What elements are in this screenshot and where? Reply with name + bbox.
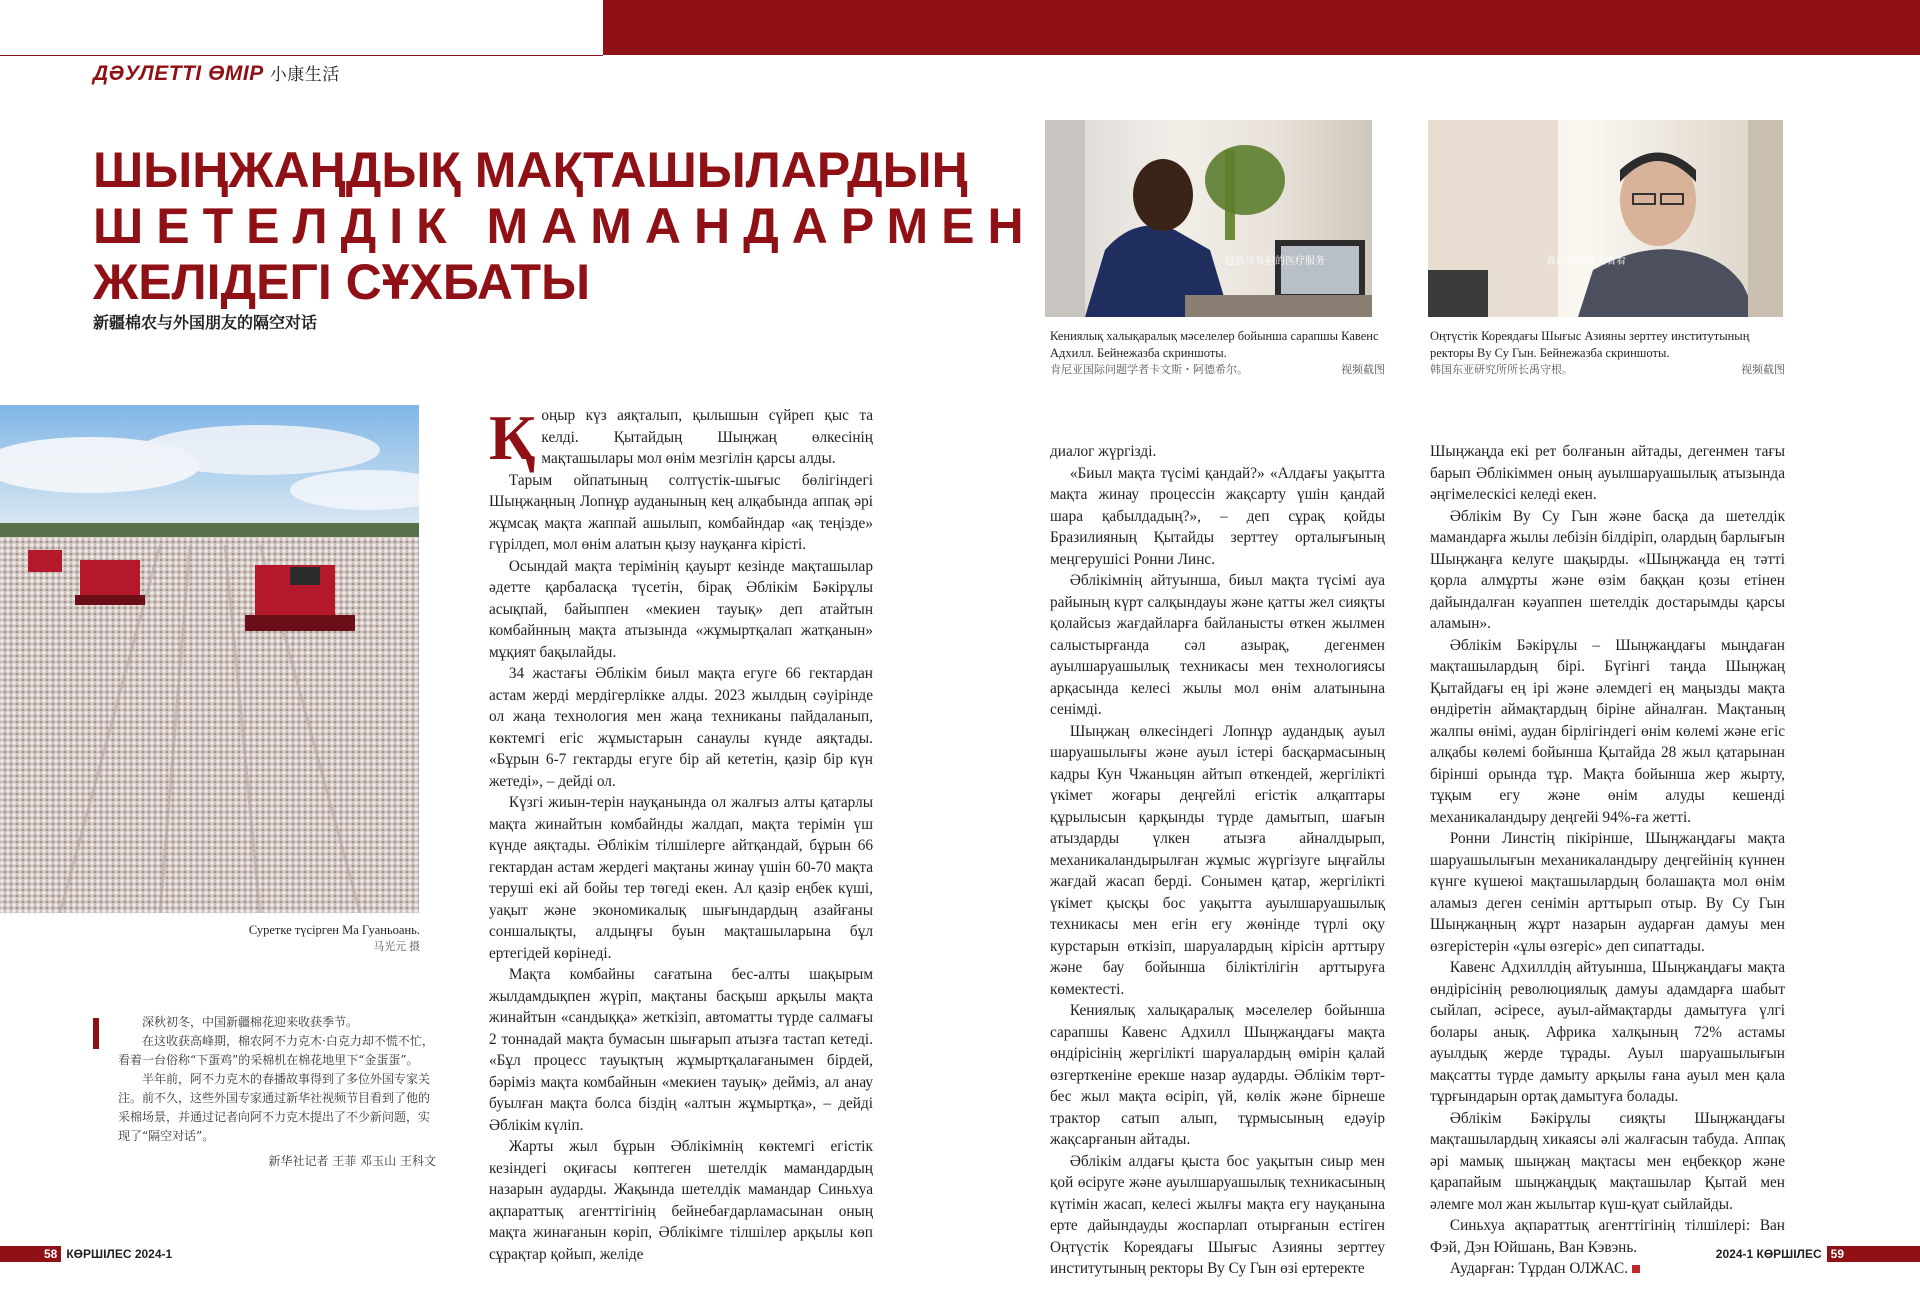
video-subtitle-2: 真的很想再去看看 [1546, 256, 1626, 267]
drop-cap: Қ [489, 402, 536, 473]
cotton-harvest-photo [0, 405, 419, 913]
photo-caption-1-source: 视频截图 [1341, 364, 1385, 376]
photo-caption-2-cn: 韩国东亚研究所所长禹守根。 [1430, 364, 1573, 376]
cotton-photo-credit-cn: 马光元 摄 [373, 941, 420, 953]
video-screenshot-kavens-adhill [1045, 120, 1372, 317]
photo-caption-1 [1050, 328, 1385, 379]
body-paragraph: «Биыл мақта түсімі қандай?» «Алдағы уақытта мақта жинау процессін жақсарту үшін қандай шара қабылдадың?», – деп сұрақ қойды Бразилияның Қытайды зерттеу орталығының меңгерушісі Ронни Линс. [1050, 464, 1385, 568]
article-column-2 [1050, 441, 1385, 1280]
body-paragraph: Синьхуа ақпараттық агенттігінің тілшілері: Ван Фэй, Дэн Юйшань, Ван Кэвэнь. [1430, 1217, 1785, 1256]
footer-left [0, 1246, 177, 1262]
section-name-cn: 小康生活 [269, 65, 340, 84]
magazine-name-right: 2024-1 КӨРШІЛЕС [1715, 1247, 1822, 1261]
title-line-3: ЖЕЛІДЕГІ СҰХБАТЫ [93, 254, 591, 310]
summary-credit: 新华社记者 王菲 邓玉山 王科文 [268, 1154, 436, 1168]
body-paragraph-text: оңыр күз аяқталып, қылышын сүйреп қыс та келді. Қытайдың Шыңжаң өлкесінің мақташылары мол өнім мезгілін қарсы алды. [541, 407, 873, 467]
summary-marker [93, 1018, 99, 1049]
end-mark-icon [1632, 1265, 1640, 1273]
photo-caption-1-cn: 肯尼亚国际问题学者卡文斯・阿德希尔。 [1050, 364, 1248, 376]
body-paragraph: диалог жүргізді. [1050, 443, 1157, 460]
body-paragraph: Осындай мақта терімінің қауырт кезінде мақташылар әдетте қарбаласқа түсетін, бірақ Әблікім Бәкірұлы асықпай, байыппен «мекиен тауық» деп атайтын комбайнның мақта атызында «жұмыртқалап жатқанын» мұқият бақылайды. [489, 557, 873, 661]
body-paragraph: Әблікім Ву Су Гын және басқа да шетелдік мамандарға жылы лебізін білдіріп, олардың барлығын Шыңжаңға келуге шақырды. «Шыңжаңда ең тәтті қорла алмұрты және өзім баққан қозы етінен дайындалған кәуаппен шетелдік достарымды қарсы аламын». [1430, 507, 1785, 632]
body-paragraph: Кениялық халықаралық мәселелер бойынша сарапшы Кавенс Адхилл Шыңжаңдағы мақта өндірісінің жергілікті шаруалардың өмірін қалай өзгерткенінe ерекше назар аударды. Әблікім төрт-бес жыл мақта өсіріп, үй, көлік және бірнеше трактор сатып алып, тұрмысының едәуір жақсарғанын айтады. [1050, 1002, 1385, 1148]
body-paragraph: Мақта комбайны сағатына бес-алты шақырым жылдамдықпен жүріп, мақтаны басқыш арқылы мақта жинайтын «сандыққа» жеткізіп, автоматты түрде салмағы 2 тоннадай мақта бумасын шығарып атызға тастап кетеді. «Бұл процесс тауықтың жұмыртқалағанымен бірдей, бәріміз мақта комбайнын «мекиен тауық» дейміз, ал анау буылған мақта болса біздің «алтын жұмыртқа», – дейді Әблікім күліп. [489, 966, 873, 1134]
title-line-1: ШЫҢЖАҢДЫҚ МАҚТАШЫЛАРДЫҢ [93, 142, 968, 198]
article-column-3 [1430, 441, 1785, 1280]
article-column-1 [489, 402, 873, 1265]
section-name: ДӘУЛЕТТІ ӨМІР [93, 62, 264, 85]
body-paragraph: Әблікім алдағы қыста бос уақытын сиыр мен қой өсіруге және ауылшаруашылық техникасының күтімін жасап, келесі жылғы мақта егу науқанына ерте дайындауды жоспарлап отырғанын естіген Оңтүстік Кореядағы Шығыс Азияны зерттеу институтының ректоры Ву Су Гын өзі ертеректе [1050, 1152, 1385, 1277]
cotton-field-illustration [0, 405, 419, 913]
body-paragraph: Жарты жыл бұрын Әблікімнің көктемгі егістік кезіндегі оқиғасы көптеген шетелдік мамандардың назарын аударды. Жақында шетелдік мамандар Синьхуа ақпараттық агенттігінің бейнебағдарламасынан оның мақта жинағанын көріп, Әблікімге тілшілер арқылы көп сұрақтар қойып, желіде [489, 1138, 873, 1263]
body-paragraph: Күзгі жиын-терін науқанында ол жалғыз алты қатарлы мақта жинайтын комбайнды жалдап, мақта терімін үш күнде аяқтады. Әблікім тілшілерге айтқандай, бұрын 66 гектардан астам жердегі мақтаны жинау үшін 60-70 мақта теруші екі ай бойы тер төгеді екен. Ал қазір еңбек күші, уақыт және экономикалық шығындардың азайғаны соншалықты, алдыңғы буын мақташыларына бұл ертегідей көрінеді. [489, 794, 873, 962]
translator-credit: Аударған: Тұрдан ОЛЖАС. [1449, 1260, 1629, 1277]
body-paragraph: Ронни Линстің пікірінше, Шыңжаңдағы мақта шаруашылығын механикаландыру деңгейінің күннен күнге күшеюі мақташылардың болашақта мол өнім аламыз деген сенімін арттырып отыр. Ву Су Гын Шыңжаңның жұрт назарын аударған дамуы мен өзгерістерін «ұлы өзгеріс» деп сипаттады. [1430, 830, 1785, 955]
body-paragraph: Әблікімнің айтуынша, биыл мақта түсімі ауа райының күрт салқындауы және қатты жел сияқты қолайсыз жағдайларға байланысты өткен жылмен салыстырғанда сәл азырақ, дегенмен ауылшаруашылық техникасы мен технологиясы арқасында келесі жылы мол өнім алатынына сенімді. [1050, 572, 1385, 718]
page-number-left: 58 [0, 1246, 61, 1262]
photo-caption-2-source: 视频截图 [1741, 364, 1785, 376]
section-label [93, 60, 340, 86]
body-paragraph: 34 жастағы Әблікім биыл мақта егуге 66 гектардан астам жерді мердігерлікке алды. 2023 жылдың сәуірінде ол жаңа технология мен жаңа техниканы пайдаланып, көктемгі егіс жұмыстарын санаулы күнде аяқтады. «Бұрын 6-7 гектарды егуге бір ай кететін, қазір бір күн жетеді», – дейді ол. [489, 665, 873, 790]
article-title [93, 142, 1037, 310]
body-paragraph: Шыңжаң өлкесіндегі Лопнұр аудандық ауыл шаруашылығы және ауыл істері басқармасының кадры Кун Чжаньцян айтып өткендей, жергілікті үкімет жоғары деңгейлі егістік алқаптары құрылысын қарқынды түрде дамытып, шағын атыздарды үлкен атызға айналдырып, механикаландырылған жұмыс жүргізуге ыңғайлы жағдай жасап берді. Сонымен қатар, жергілікті үкімет қысқы бос уақытта ауылшаруашылық техникасы мен егін егу жөнінде түрлі оқу курстарын өткізіп, шаруалардың кірісін арттыру және бау бойынша біліктілігін арттыруға көмектесті. [1050, 722, 1385, 998]
summary-paragraph: 半年前，阿不力克木的春播故事得到了多位外国专家关注。前不久，这些外国专家通过新华社视频节目看到了他的采棉场景，并通过记者向阿不力克木提出了不少新问题，实现了“隔空对话”。 [118, 1072, 431, 1143]
chinese-summary [118, 1013, 436, 1171]
body-paragraph: Шыңжаңда екі рет болғанын айтады, дегенмен тағы барып Әблікіммен оның ауылшаруашылық атызында әңгімелескісі келеді екен. [1430, 443, 1785, 503]
interview-illustration-2 [1428, 120, 1783, 317]
video-subtitle-1: 包括可负担的医疗服务 [1225, 256, 1325, 267]
body-paragraph [489, 402, 873, 473]
body-paragraph: Әблікім Бәкірұлы сияқты Шыңжаңдағы мақташылардың хикаясы әлі жалғасын табуда. Аппақ әрі мамық шыңжаң мақтасы мен еңбекқор және қарапайым шыңжаңдық мақташылар Қытай мен әлемге мол жан жылытар күш-қуат сыйлайды. [1430, 1109, 1785, 1213]
page-number-right: 59 [1827, 1246, 1920, 1262]
body-paragraph: Әблікім Бәкірұлы – Шыңжаңдағы мыңдаған мақташылардың бірі. Бүгінгі таңда Шыңжаң Қытайдағы ең ірі және әлемдегі ең маңызды мақта өндіретін аймақтардың біріне айналған. Мақтаның жалпы өнімі, аудан бірлігіндегі өнім көлемі және егіс алқабы көлемі бойынша Қытайда 28 жыл қатарынан бірінші орында тұр. Мақта бойынша жер жырту, тұқым егу және өнім алуды кешенді механикаландыру деңгейі 94%-ға жетті. [1430, 636, 1785, 826]
photo-caption-1-text: Кениялық халықаралық мәселелер бойынша сарапшы Кавенс Адхилл. Бейнежазба скриншоты. [1050, 329, 1379, 360]
header-rule [0, 55, 603, 56]
footer-right [1711, 1246, 1920, 1262]
body-paragraph: Кавенс Адхиллдің айтуынша, Шыңжаңдағы мақта өндірісінің революциялық дамуы адамдарға шабыт сыйлап, әсіресе, ауыл-аймақтарды дамытуға үлгі болары анық. Африка халқының 72% астамы ауылдық жерде тұрады. Ауыл шаруашылығын мақсатты түрде дамыту арқылы ғана ауыл мен қала тұрғындарын ортақ дамытуға болады. [1430, 959, 1785, 1105]
body-paragraph: Тарым ойпатының солтүстік-шығыс бөлігіндегі Шыңжаңның Лопнұр ауданының кең алқабында аппақ әрі жұмсақ мақта жаппай ашылып, комбайндар «ақ теңізде» гүрілдеп, мол өнім алатын қызу науқанға кірісті. [489, 471, 873, 553]
article-subtitle-cn: 新疆棉农与外国朋友的隔空对话 [93, 315, 318, 332]
interview-illustration-1 [1045, 120, 1372, 317]
header-bar [603, 0, 1920, 55]
video-screenshot-woo-su-geun [1428, 120, 1783, 317]
magazine-name-left: КӨРШІЛЕС 2024-1 [66, 1247, 173, 1261]
summary-paragraph: 在这收获高峰期，棉农阿不力克木·白克力却不慌不忙，看着一台俗称“下蛋鸡”的采棉机在棉花地里下“金蛋蛋”。 [118, 1034, 434, 1067]
cotton-photo-credit: Суретке түсірген Ма Гуаньоань. [248, 923, 420, 937]
photo-caption-2 [1430, 328, 1785, 379]
photo-caption-2-text: Оңтүстік Кореядағы Шығыс Азияны зерттеу институтының ректоры Ву Су Гын. Бейнежазба скриншоты. [1430, 329, 1750, 360]
title-line-2: ШЕТЕЛДІК МАМАНДАРМЕН [93, 198, 1037, 254]
summary-paragraph: 深秋初冬，中国新疆棉花迎来收获季节。 [142, 1015, 359, 1029]
cotton-photo-caption [230, 922, 420, 956]
